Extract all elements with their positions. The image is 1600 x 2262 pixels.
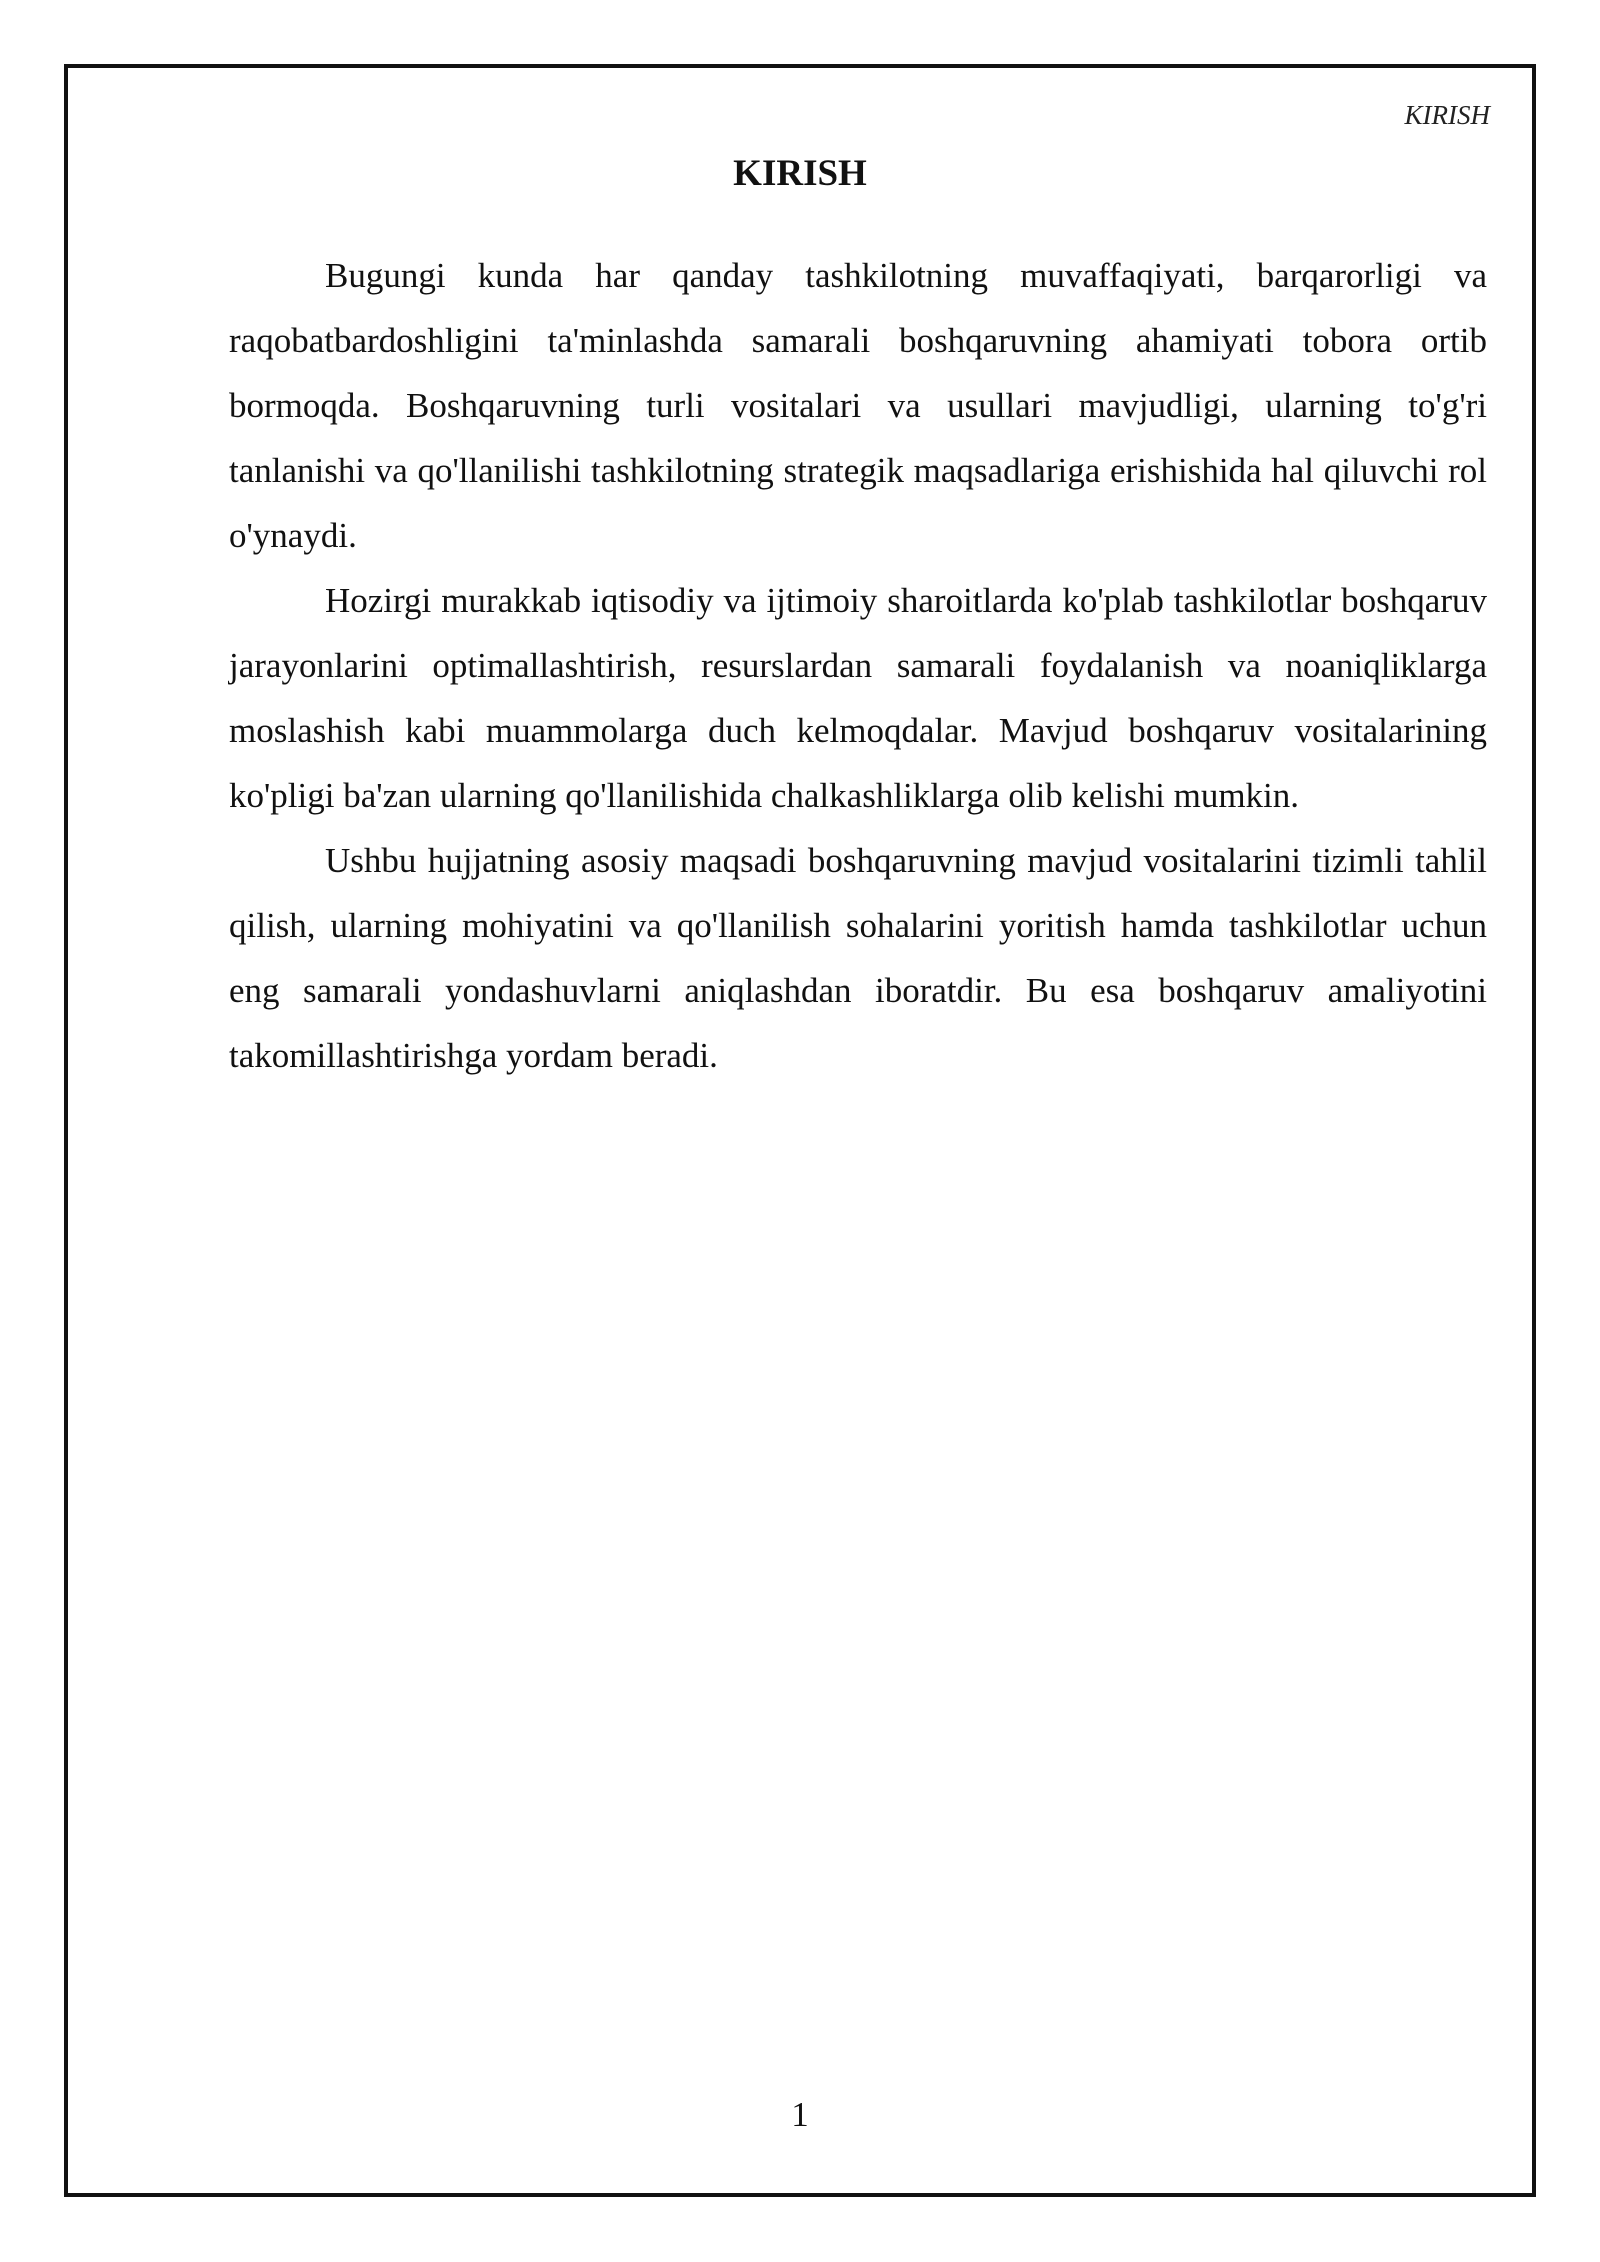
paragraph-3: Ushbu hujjatning asosiy maqsadi boshqaruvning mavjud vositalarini tizimli tahlil qilish, ularning mohiyatini va qo'llanilish sohalarini yoritish hamda tashkilotlar uchun eng samarali yondashuvlarni aniqlashdan iboratdir. Bu esa boshqaruv amaliyotini takomillashtirishga yordam beradi. <box>229 841 1487 1075</box>
paragraph-2: Hozirgi murakkab iqtisodiy va ijtimoiy sharoitlarda ko'plab tashkilotlar boshqaruv jarayonlarini optimallashtirish, resurslardan samarali foydalanish va noaniqliklarga moslashish kabi muammolarga duch kelmoqdalar. Mavjud boshqaruv vositalarining ko'pligi ba'zan ularning qo'llanilishida chalkashliklarga olib kelishi mumkin. <box>229 581 1487 815</box>
page-title: KIRISH <box>733 153 867 194</box>
paragraph-1: Bugungi kunda har qanday tashkilotning muvaffaqiyati, barqarorligi va raqobatbardoshligini ta'minlashda samarali boshqaruvning ahamiyati tobora ortib bormoqda. Boshqaruvning turli vositalari va usullari mavjudligi, ularning to'g'ri tanlanishi va qo'llanilishi tashkilotning strategik maqsadlariga erishishida hal qiluvchi rol o'ynaydi. <box>229 256 1487 555</box>
running-header: KIRISH <box>1404 100 1490 130</box>
document-body <box>229 243 1487 1088</box>
page-number: 1 <box>791 2095 809 2134</box>
